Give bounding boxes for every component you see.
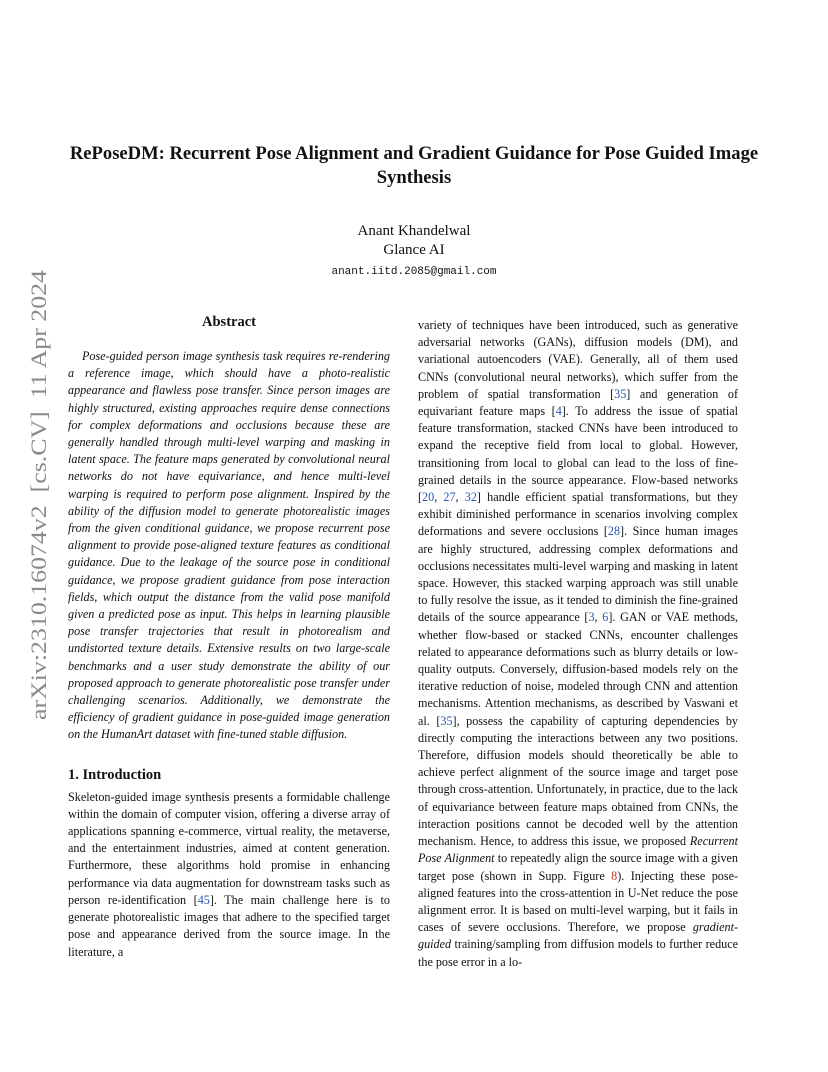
citation-separator: ,: [594, 610, 603, 625]
citation-link[interactable]: 28: [607, 524, 621, 539]
citation-link[interactable]: 45: [197, 892, 210, 907]
intro-text: ]. To address the issue of spatial feature transformation, stacked CNNs have been introduced to expand the receptive field from local to global. However, transitioning from local to global can lead to the loss of fine-grained details in the source appearance. Flow-based networks [: [418, 404, 738, 505]
paper-title: RePoseDM: Recurrent Pose Alignment and Gradient Guidance for Pose Guided Image Synthesis: [69, 143, 759, 188]
author-name: Anant Khandelwal: [357, 223, 471, 239]
intro-text: ]. GAN or VAE methods, whether flow-based or stacked CNNs, encounter challenges related to appearance deformations such as blurry details or low-quality outputs. Conversely, diffusion-based models rely on the iterative reduction of noise, modeled through CNN and attention mechanisms. Attention mechanisms, as described by Vaswani et al. [: [418, 610, 738, 728]
emphasis-gradient-guided: gradient-guided: [418, 920, 738, 952]
citation-link[interactable]: 35: [440, 713, 453, 728]
intro-text: to repeatedly align the source image with a given target pose (shown in Supp. Figure: [418, 851, 738, 883]
intro-paragraph-right: [418, 317, 738, 971]
bracket-close: ]: [209, 892, 214, 907]
intro-text: ]. Since human images are highly structured, addressing complex deformations and occlusions necessitates multi-level warping and masking in latent space. However, this stacked warping approach was still unable to fully resolve the issue, as it tended to diminish the fine-grained details of the source appearance [: [418, 524, 739, 625]
author-affiliation: Glance AI: [383, 242, 445, 258]
author-email: anant.iitd.2085@gmail.com: [331, 266, 497, 278]
citation-link[interactable]: 35: [614, 386, 627, 401]
citation-link[interactable]: 3: [588, 610, 595, 625]
intro-text: ). Injecting these pose-aligned features into the cross-attention in U-Net reduce the pose alignment error. It is based on multi-level warping, but it fails in cases of severe occlusions. Therefore, we propose: [418, 868, 738, 935]
intro-text: ] and generation of equivariant feature maps [: [418, 386, 738, 419]
right-column: [418, 317, 738, 971]
intro-text: variety of techniques have been introduced, such as generative adversarial networks (GANs), diffusion models (DM), and variational autoencoders (VAE). Generally, all of them used CNNs (convolutional neural networks), which suffer from the problem of spatial transformation [: [418, 318, 738, 401]
arxiv-identifier-text: arXiv:2310.16074v2 [cs.CV] 11 Apr 2024: [26, 328, 51, 720]
intro-text: ], possess the capability of capturing dependencies by directly computing the interactions between any two positions. Therefore, diffusion models should theoretically be able to achieve perfect alignment of the source image and target pose through cross-attention. Unfortunately, in practice, due to the lack of equivariance between feature maps obtained from CNNs, the interaction positions cannot be decoded well by the attention mechanism. Hence, to address this issue, we proposed: [418, 713, 739, 849]
emphasis-recurrent-pose-alignment: Recurrent Pose Alignment: [418, 834, 738, 866]
bracket-open: [: [193, 892, 198, 907]
figure-reference-link[interactable]: 8: [611, 868, 618, 883]
citation-link[interactable]: 6: [602, 610, 609, 625]
section-heading-introduction: 1. Introduction: [68, 766, 162, 783]
intro-text: . The main challenge here is to generate photorealistic images that adhere to the specified target pose and appearance derived from the source image. In the literature, a: [68, 892, 390, 959]
intro-paragraph-left: [68, 789, 390, 961]
citation-link[interactable]: 32: [464, 490, 477, 505]
citation-link[interactable]: 20: [422, 490, 435, 505]
citation-separator: ,: [455, 490, 465, 505]
citation-link[interactable]: 27: [443, 490, 456, 505]
abstract-text: Pose-guided person image synthesis task requires re-rendering a reference image, which should have a photo-realistic appearance and flawless pose transfer. Since person images are highly structured, existing approaches require dense connections for complex deformations and occlusions because these are generally handled through multi-level warping and masking in latent space. The feature maps generated by convolutional neural networks do not have equivariance, and hence multi-level warping is required to perform pose alignment. Inspired by the ability of the diffusion model to generate photorealistic images from the given conditional guidance, we propose recurrent pose alignment to provide pose-aligned texture features as conditional guidance. Due to the leakage of the source pose in conditional guidance, we propose gradient guidance from pose interaction fields, which output the distance from the valid pose manifold given a predicted pose as input. This helps in learning plausible pose transfer trajectories that result in photorealism and undistorted texture details. Extensive results on two large-scale benchmarks and a user study demonstrate the ability of our proposed approach to generate photorealistic pose transfer under challenging scenarios. Additionally, we demonstrate the efficiency of gradient guidance in pose-guided image generation on the HumanArt dataset with fine-tuned stable diffusion.: [68, 349, 390, 742]
intro-text: Skeleton-guided image synthesis presents a formidable challenge within the domain of computer vision, offering a diverse array of applications spanning e-commerce, virtual reality, the metaverse, and the entertainment industries, aimed at content generation. Furthermore, these algorithms hold promise in enhancing performance via data augmentation for downstream tasks such as person re-identification: [68, 789, 390, 907]
intro-text: training/sampling from diffusion models to further reduce the pose error in a lo-: [418, 937, 738, 969]
left-column: [68, 313, 390, 961]
abstract-heading: Abstract: [202, 314, 256, 330]
arxiv-identifier-stamp: [24, 270, 54, 720]
citation-separator: ,: [434, 490, 444, 505]
intro-text: ] handle efficient spatial transformations, but they exhibit diminished performance in scenarios involving complex deformations and severe occlusions [: [418, 490, 738, 539]
citation-link[interactable]: 4: [555, 404, 562, 419]
author-block: [0, 222, 828, 282]
